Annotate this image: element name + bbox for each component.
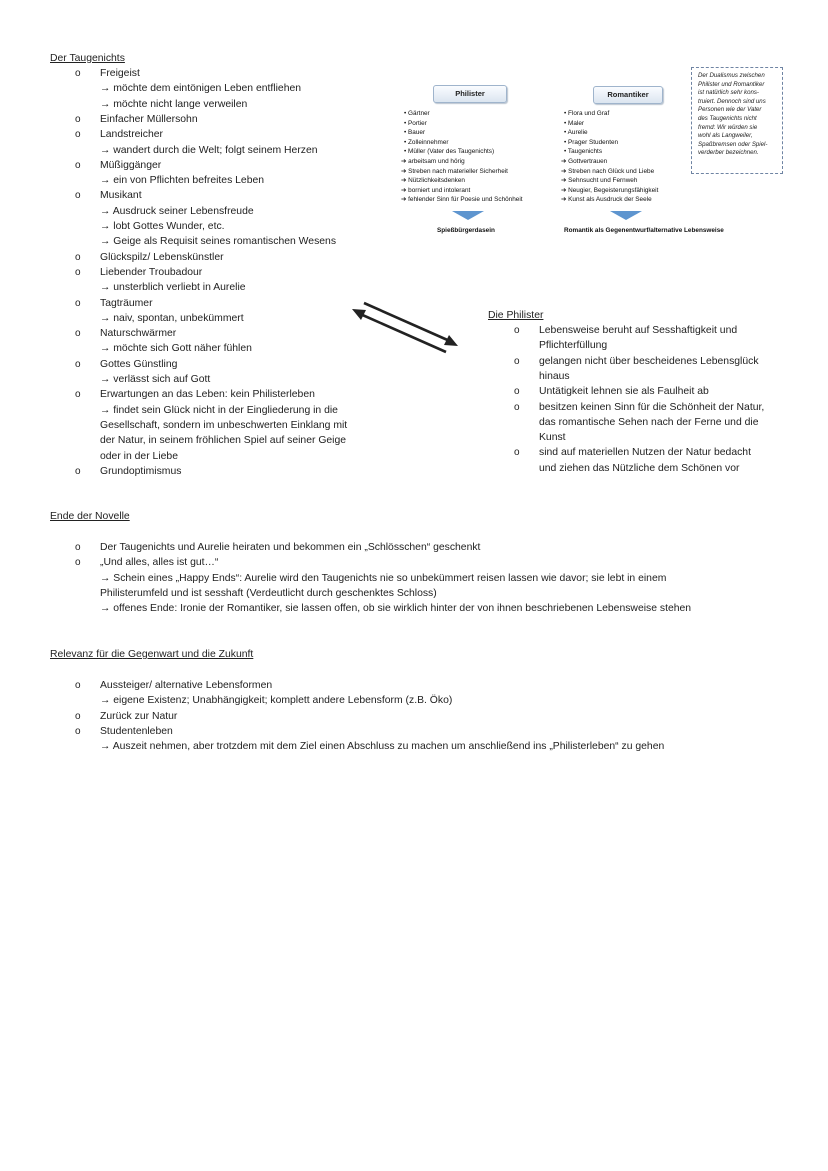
diagram-item: Portier — [408, 119, 427, 127]
diagram-row — [564, 128, 618, 138]
list-item-detail: → unsterblich verliebt in Aurelie — [100, 282, 246, 294]
bullet-icon: o — [75, 113, 81, 125]
arrow-right-icon: ➔ — [401, 196, 409, 204]
list-item-detail: → möchte nicht lange verweilen — [100, 98, 248, 110]
diagram-item: Nützlichkeitsdenken — [408, 177, 465, 185]
philister-header: Philister — [433, 85, 507, 103]
note-line: fremd: Wir würden sie — [698, 123, 758, 131]
bullet-icon: o — [75, 389, 81, 401]
arrow-right-icon: • — [404, 119, 409, 127]
list-item-detail: der Natur, in seinem fröhlichen Spiel auf seiner Geige — [100, 435, 347, 447]
diagram-item: borniert und intolerant — [408, 186, 471, 194]
note-line: wohl als Langweiler, — [698, 132, 753, 140]
diagram-row — [561, 176, 658, 186]
list-item-detail: Kunst — [539, 432, 566, 444]
list-item: Tagträumer — [100, 297, 153, 309]
philister-arrow-icon — [452, 211, 484, 220]
list-item-detail: → offenes Ende: Ironie der Romantiker, sie lassen offen, ob sie wirklich hinter der von ihnen beschriebenen Lebensweise stehen — [100, 603, 692, 615]
list-item: Der Taugenichts und Aurelie heiraten und bekommen ein „Schlösschen“ geschenkt — [100, 542, 481, 553]
bullet-icon: o — [75, 266, 81, 278]
bullet-icon: o — [75, 328, 81, 340]
bullet-icon: o — [514, 355, 520, 367]
arrow-right-icon: ➔ — [561, 196, 569, 204]
list-item-detail: hinaus — [539, 370, 570, 382]
diagram-row — [561, 167, 658, 177]
philister-people-list — [404, 109, 494, 157]
arrow-right-icon: • — [404, 110, 409, 117]
arrow-right-icon: ➔ — [401, 177, 409, 185]
note-line: Personen wie der Vater — [698, 106, 762, 114]
diagram-item: Prager Studenten — [568, 138, 619, 146]
diagram-item: Kunst als Ausdruck der Seele — [568, 196, 652, 204]
bullet-icon: o — [514, 386, 520, 398]
romantiker-arrow-icon — [610, 211, 642, 220]
bullet-icon: o — [75, 557, 81, 569]
list-item-detail: Gesellschaft, sondern im unbeschwerten Einklang mit — [100, 419, 348, 431]
diagram-item: Müller (Vater des Taugenichts) — [408, 148, 495, 156]
list-item-detail: → Geige als Requisit seines romantischen Wesens — [100, 236, 337, 248]
diagram-row — [401, 195, 523, 205]
bullet-icon: o — [75, 465, 81, 477]
diagram-item: Zolleinnehmer — [408, 138, 449, 146]
list-item-detail: → Auszeit nehmen, aber trotzdem mit dem Ziel einen Abschluss zu machen um anschließend ins „Philisterleben“ zu gehen — [100, 741, 665, 753]
note-line: truiert. Dennoch sind uns — [698, 97, 766, 105]
list-item: gelangen nicht über bescheidenes Lebensglück — [539, 355, 759, 367]
diagram-item: Streben nach materieller Sicherheit — [408, 167, 508, 175]
list-item-detail: → findet sein Glück nicht in der Eingliederung in die — [100, 404, 338, 416]
diagram-item: Gottvertrauen — [568, 158, 608, 165]
diagram-row — [564, 138, 618, 148]
diagram-row — [561, 186, 658, 196]
diagram-row — [564, 147, 618, 157]
section-heading-taugenichts: Der Taugenichts — [50, 53, 125, 64]
arrow-right-icon: • — [404, 129, 409, 137]
bullet-icon: o — [75, 297, 81, 309]
list-item-detail: → lobt Gottes Wunder, etc. — [100, 221, 225, 232]
list-item-detail: → verlässt sich auf Gott — [100, 374, 211, 385]
list-item-detail: das romantische Sehen nach der Ferne und die — [539, 416, 759, 428]
note-line: Philister und Romantiker — [698, 80, 765, 88]
list-item: Zurück zur Natur — [100, 710, 178, 722]
diagram-row — [404, 128, 494, 138]
list-item: Erwartungen an das Leben: kein Philisterleben — [100, 389, 315, 401]
diagram-item: Maler — [568, 119, 584, 127]
list-item-detail: → eigene Existenz; Unabhängigkeit; komplett andere Lebensform (z.B. Öko) — [100, 695, 453, 707]
diagram-item: Streben nach Glück und Liebe — [568, 167, 655, 175]
diagram-row — [561, 195, 658, 205]
diagram-item: fehlender Sinn für Poesie und Schönheit — [408, 196, 523, 204]
diagram-item: Flora und Graf — [568, 110, 610, 117]
diagram-item: arbeitsam und hörig — [408, 158, 465, 165]
arrow-right-icon: • — [404, 138, 409, 146]
diagram-row — [564, 119, 618, 129]
diagram-item: Neugier, Begeisterungsfähigkeit — [568, 186, 659, 194]
list-item: Aussteiger/ alternative Lebensformen — [100, 680, 273, 691]
diagram-row — [404, 109, 494, 119]
arrow-right-icon: ➔ — [561, 186, 569, 194]
bullet-icon: o — [75, 190, 81, 202]
diagram-row — [401, 176, 523, 186]
bullet-icon: o — [514, 401, 520, 413]
section-heading-relevanz: Relevanz für die Gegenwart und die Zukunft — [50, 649, 254, 660]
list-item: Lebensweise beruht auf Sesshaftigkeit und — [539, 325, 738, 336]
diagram-row — [561, 157, 658, 167]
arrow-right-icon: • — [564, 119, 569, 127]
diagram-item: Bauer — [408, 129, 426, 137]
list-item-detail: oder in der Liebe — [100, 450, 178, 462]
diagram-item: Aurelie — [567, 129, 588, 137]
note-line: verderber bezeichnen. — [698, 149, 759, 157]
arrow-right-icon: ➔ — [401, 167, 409, 175]
list-item-detail: → ein von Pflichten befreites Leben — [100, 175, 265, 187]
bullet-icon: o — [75, 159, 81, 171]
list-item-detail: → möchte sich Gott näher fühlen — [100, 343, 252, 355]
romantiker-result: Romantik als Gegenentwurf/alternative Lebensweise — [564, 227, 724, 234]
romantiker-traits-list — [561, 157, 658, 205]
list-item: Einfacher Müllersohn — [100, 113, 198, 125]
list-item: Müßiggänger — [100, 159, 162, 171]
list-item-detail: → wandert durch die Welt; folgt seinem Herzen — [100, 144, 318, 156]
list-item: Landstreicher — [100, 129, 163, 141]
double-arrow-icon — [348, 295, 463, 357]
arrow-right-icon: ➔ — [561, 177, 569, 185]
list-item-detail: → Ausdruck seiner Lebensfreude — [100, 205, 254, 217]
list-item-detail: Pflichterfüllung — [539, 340, 608, 352]
list-item: Grundoptimismus — [100, 465, 182, 477]
list-item: Gottes Günstling — [100, 358, 178, 370]
list-item-detail: → Schein eines „Happy Ends“: Aurelie wird den Taugenichts nie so unbekümmert reisen lassen wie davor; sie lebt in einem — [100, 572, 667, 584]
list-item: Naturschwärmer — [100, 328, 177, 340]
dualismus-note — [691, 67, 783, 174]
philister-traits-list — [401, 157, 523, 205]
note-line: Der Dualismus zwischen — [698, 72, 765, 79]
arrow-right-icon: ➔ — [561, 158, 569, 165]
note-line: des Taugenichts nicht — [698, 114, 757, 122]
diagram-row — [404, 138, 494, 148]
diagram-row — [401, 167, 523, 177]
arrow-right-icon: • — [564, 148, 568, 156]
arrow-right-icon: • — [564, 129, 568, 137]
philister-result: Spießbürgerdasein — [437, 227, 495, 234]
list-item: sind auf materiellen Nutzen der Natur bedacht — [539, 447, 751, 459]
diagram-row — [404, 119, 494, 129]
note-line: Spaßbremsen oder Spiel- — [698, 140, 768, 148]
arrow-right-icon: ➔ — [401, 158, 409, 165]
arrow-right-icon: • — [564, 110, 569, 117]
list-item: Musikant — [100, 190, 142, 202]
diagram-item: Gärtner — [408, 110, 430, 117]
bullet-icon: o — [75, 710, 81, 722]
bullet-icon: o — [75, 68, 81, 79]
list-item: Untätigkeit lehnen sie als Faulheit ab — [539, 386, 709, 398]
list-item: „Und alles, alles ist gut…“ — [100, 557, 219, 569]
bullet-icon: o — [75, 725, 81, 737]
bullet-icon: o — [75, 542, 81, 553]
list-item-detail: → naiv, spontan, unbekümmert — [100, 312, 244, 324]
bullet-icon: o — [75, 358, 81, 370]
note-line: ist natürlich sehr kons- — [698, 89, 759, 97]
diagram-row — [404, 147, 494, 157]
bullet-icon: o — [514, 447, 520, 459]
list-item-detail: Philisterumfeld und ist sesshaft (Verdeutlicht durch geschenktes Schloss) — [100, 587, 437, 599]
section-heading-philister: Die Philister — [488, 310, 544, 321]
list-item-detail: → möchte dem eintönigen Leben entfliehen — [100, 83, 302, 95]
bullet-icon: o — [75, 251, 81, 263]
arrow-right-icon: ➔ — [401, 186, 409, 194]
romantiker-people-list — [564, 109, 618, 157]
section-heading-ende: Ende der Novelle — [50, 511, 130, 522]
bullet-icon: o — [75, 680, 81, 691]
list-item: Studentenleben — [100, 725, 173, 737]
arrow-right-icon: • — [564, 138, 569, 146]
diagram-row — [564, 109, 618, 119]
bullet-icon: o — [514, 325, 520, 336]
diagram-item: Taugenichts — [567, 148, 603, 156]
diagram-item: Sehnsucht und Fernweh — [568, 177, 638, 185]
list-item: Freigeist — [100, 68, 140, 79]
list-item-detail: und ziehen das Nützliche dem Schönen vor — [539, 462, 740, 474]
bullet-icon: o — [75, 129, 81, 141]
romantiker-header: Romantiker — [593, 86, 663, 104]
arrow-right-icon: • — [404, 148, 409, 156]
arrow-right-icon: ➔ — [561, 167, 569, 175]
list-item: besitzen keinen Sinn für die Schönheit der Natur, — [539, 401, 765, 413]
list-item: Glückspilz/ Lebenskünstler — [100, 251, 224, 263]
diagram-row — [401, 186, 523, 196]
diagram-row — [401, 157, 523, 167]
list-item: Liebender Troubadour — [100, 266, 203, 278]
